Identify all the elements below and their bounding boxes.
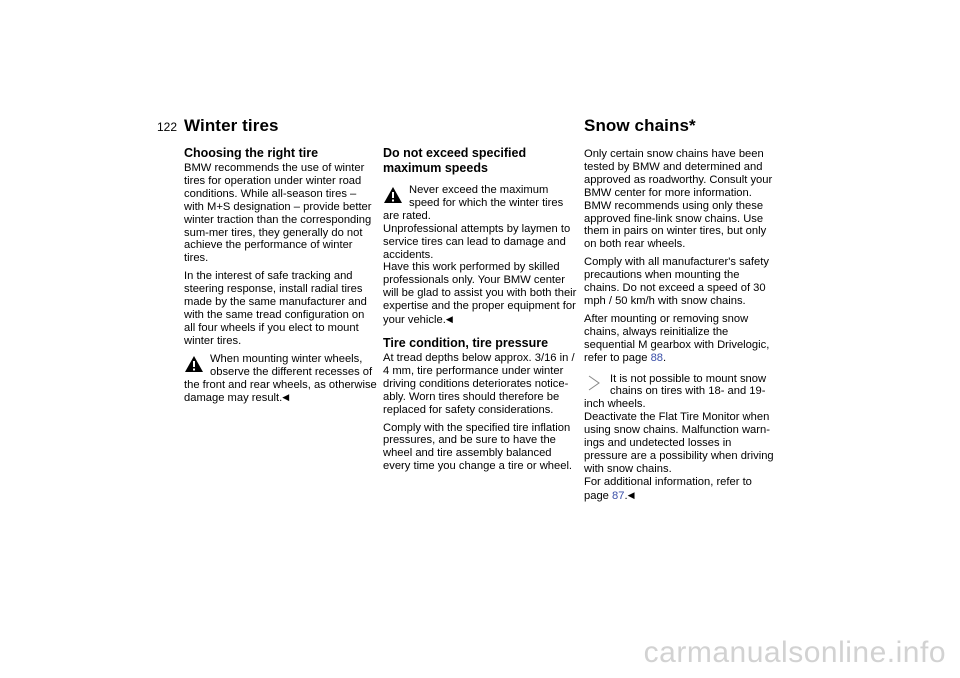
note-text: inch wheels. (584, 398, 646, 411)
heading-do-not-exceed-speeds: Do not exceed specified maximum speeds (383, 146, 527, 175)
page-number: 122 (157, 120, 178, 134)
page-link-87[interactable]: 87 (612, 489, 625, 502)
paragraph (584, 148, 778, 251)
section-title-winter-tires: Winter tires (184, 116, 279, 135)
column-1 (184, 146, 378, 410)
paragraph: Comply with all manufacturer's safety precautions when mounting the chains. Do not exceed a speed of 30 mph / 50 km/h with snow chains. (584, 256, 769, 307)
column-3 (584, 148, 778, 508)
end-mark-icon: ◀ (627, 489, 635, 500)
paragraph-text: Only certain snow chains have been tested by BMW and determined and approved as roadworthy. Consult your BMW center for more information. (584, 148, 773, 199)
heading-tire-condition-pressure: Tire condition, tire pressure (383, 335, 549, 350)
note-text: For additional information, refer to page (584, 475, 752, 502)
paragraph: Comply with the specified tire inflation pressures, and be sure to have the wheel and tire assembly balanced every time you change a tire or wheel. (383, 421, 573, 473)
end-mark-icon: ◀ (445, 314, 453, 325)
section-title-snow-chains: Snow chains* (584, 116, 696, 135)
warning-note (383, 184, 577, 327)
paragraph-text: BMW recommends using only these approved fine-link snow chains. Use them in pairs on winter tires, but only on both rear wheels. (584, 199, 767, 251)
play-arrow-note-icon (584, 374, 604, 392)
note-text: Have this work performed by skilled professionals only. Your BMW center will be glad to assist you with both their expertise and the proper equipment for your vehicle. (383, 261, 577, 327)
warning-note (184, 353, 378, 406)
paragraph: BMW recommends the use of winter tires for operation under winter road conditions. While all-season tires – with M+S designation – provide better winter traction than the corresponding sum-mer tires, they generally do not achieve the performance of winter tires. (184, 162, 372, 265)
info-note: It is not possible to mount snow chains on tires with 18- and 19- inch wheels. Deactivate the Flat Tire Monitor when using snow chains. Malfunction warn-ings and undetected losses in pressure are a possibility when driving with snow chains. For additional information, refer to page 87.◀ (584, 373, 778, 503)
warning-triangle-icon (184, 355, 204, 373)
note-line: observe the different recesses of (210, 365, 373, 378)
note-line: When mounting winter wheels, (210, 352, 363, 365)
watermark: carmanualsonline.info (643, 636, 946, 669)
end-mark-icon: ◀ (282, 392, 290, 403)
note-text: Unprofessional attempts by laymen to service tires can lead to damage and accidents. (383, 222, 571, 261)
note-line: speed for which the winter tires (409, 196, 564, 209)
note-line: Never exceed the maximum (409, 184, 549, 196)
paragraph: In the interest of safe tracking and steering response, install radial tires made by the same manufacturer and with the same tread configuration on all four wheels if you elect to mount winter tires. (184, 270, 367, 347)
paragraph-text: After mounting or removing snow chains, always reinitialize the sequential M gearbox with Drivelogic, refer to page (584, 312, 770, 364)
note-line: It is not possible to mount snow (610, 372, 767, 385)
page-link-88[interactable]: 88 (650, 351, 664, 364)
note-line: chains on tires with 18- and 19- (610, 385, 766, 398)
heading-choosing-right-tire: Choosing the right tire (184, 146, 319, 160)
note-text: are rated. (383, 209, 431, 222)
column-2 (383, 146, 577, 478)
note-text: Deactivate the Flat Tire Monitor when using snow chains. Malfunction warn-ings and undetected losses in pressure are a possibility when driving with snow chains. (584, 411, 774, 475)
paragraph: After mounting or removing snow chains, always reinitialize the sequential M gearbox with Drivelogic, refer to page 88. (584, 312, 770, 364)
note-text: the front and rear wheels, as otherwise damage may result. (184, 378, 377, 405)
paragraph: At tread depths below approx. 3/16 in / 4 mm, tire performance under winter driving conditions deteriorates notice-ably. Worn tires should therefore be replaced for safety considerations. (383, 351, 575, 416)
warning-triangle-icon (383, 186, 403, 204)
